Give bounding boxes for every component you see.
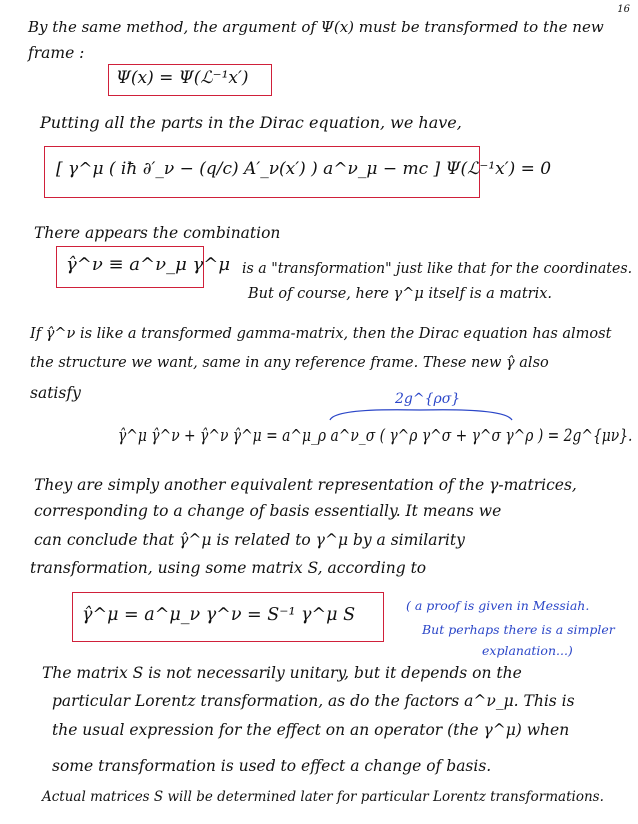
side-note-line-3: explanation...): [482, 643, 573, 658]
paragraph-3-right-line-2: But of course, here γ^μ itself is a matrix.: [248, 286, 553, 302]
paragraph-3: There appears the combination: [34, 224, 281, 242]
equation-4: γ̂^μ γ̂^ν + γ̂^ν γ̂^μ = a^μ_ρ a^ν_σ ( γ^ρ γ^σ + γ^σ γ^ρ ) = 2g^{μν}.: [118, 426, 633, 445]
paragraph-6-line-3: the usual expression for the effect on an operator (the γ^μ) when: [52, 721, 570, 739]
paragraph-5-line-2: corresponding to a change of basis essentially. It means we: [34, 502, 502, 520]
side-note-line-1: ( a proof is given in Messiah.: [406, 598, 590, 613]
paragraph-4-line-3: satisfy: [30, 384, 81, 402]
paragraph-3-right-line-1: is a "transformation" just like that for the coordinates.: [242, 261, 633, 277]
paragraph-4-line-1: If γ̂^ν is like a transformed gamma-matrix, then the Dirac equation has almost: [30, 326, 612, 342]
paragraph-6-line-2: particular Lorentz transformation, as do the factors a^ν_μ. This is: [52, 692, 575, 710]
equation-5: γ̂^μ = a^μ_ν γ^ν = S⁻¹ γ^μ S: [82, 605, 356, 625]
paragraph-1-line-2: frame :: [28, 44, 85, 62]
side-note-line-2: But perhaps there is a simpler: [422, 622, 615, 637]
paragraph-1-line-1: By the same method, the argument of Ψ(x) must be transformed to the new: [28, 18, 604, 36]
equation-1: Ψ(x) = Ψ(ℒ⁻¹x′): [116, 68, 249, 88]
paragraph-6-line-1: The matrix S is not necessarily unitary, but it depends on the: [42, 664, 522, 682]
equation-2: [ γ^μ ( iħ ∂′_ν − (q/c) A′_ν(x′) ) a^ν_μ − mc ] Ψ(ℒ⁻¹x′) = 0: [56, 159, 552, 179]
paragraph-6-line-4: some transformation is used to effect a change of basis.: [52, 757, 492, 775]
paragraph-5-line-4: transformation, using some matrix S, according to: [30, 559, 427, 577]
paragraph-4-line-2: the structure we want, same in any reference frame. These new γ̂ also: [30, 355, 549, 371]
page-number: 16: [617, 4, 630, 15]
paragraph-5-line-3: can conclude that γ̂^μ is related to γ^μ by a similarity: [34, 531, 465, 549]
paragraph-6-line-5: Actual matrices S will be determined later for particular Lorentz transformations.: [42, 789, 604, 805]
equation-3: γ̂^ν ≡ a^ν_μ γ^μ: [66, 254, 231, 275]
paragraph-2: Putting all the parts in the Dirac equation, we have,: [40, 113, 462, 132]
paragraph-5-line-1: They are simply another equivalent representation of the γ-matrices,: [34, 476, 577, 494]
overbrace-label: 2g^{ρσ}: [395, 391, 461, 407]
